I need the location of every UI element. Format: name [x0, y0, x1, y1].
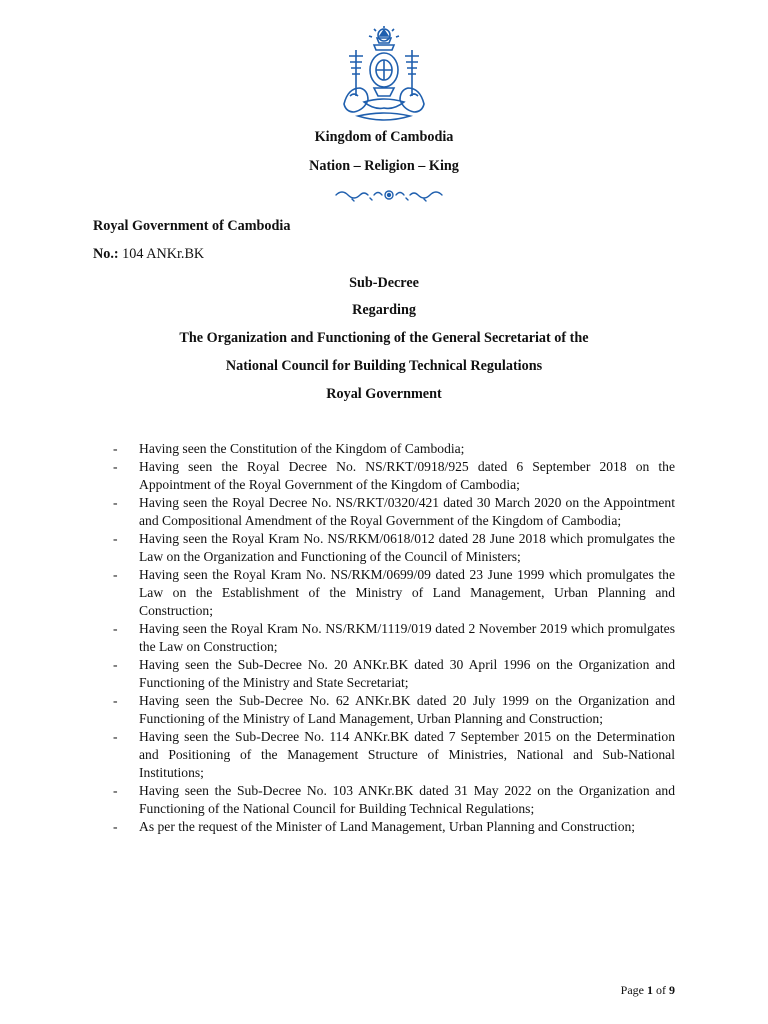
clause-dash: - — [113, 729, 118, 744]
current-page: 1 — [647, 983, 653, 997]
clause-item — [113, 530, 675, 566]
subject-line-2: National Council for Building Technical Regulations — [225, 358, 543, 374]
of-word: of — [656, 983, 666, 997]
clause-dash: - — [113, 693, 118, 708]
clause-text: Having seen the Royal Decree No. NS/RKT/0320/421 dated 30 March 2020 on the Appointment and Compositional Amendment of the Royal Government of the Kingdom of Cambodia; — [139, 495, 675, 528]
page-number — [621, 983, 675, 998]
clause-item — [113, 692, 675, 728]
clause-text: Having seen the Constitution of the Kingdom of Cambodia; — [139, 441, 465, 456]
clause-dash: - — [113, 531, 118, 546]
national-motto: Nation – Religion – King — [309, 158, 459, 174]
clause-dash: - — [113, 657, 118, 672]
clause-text: Having seen the Royal Kram No. NS/RKM/1119/019 dated 2 November 2019 which promulgates the Law on Construction; — [139, 621, 675, 654]
subject-line-1: The Organization and Functioning of the General Secretariat of the — [179, 330, 589, 346]
clause-dash: - — [113, 459, 118, 474]
regarding-heading: Regarding — [352, 302, 416, 318]
decree-number-label: No.: — [93, 246, 119, 262]
clause-dash: - — [113, 441, 118, 456]
clause-dash: - — [113, 495, 118, 510]
clause-item — [113, 656, 675, 692]
clause-dash: - — [113, 567, 118, 582]
clause-dash: - — [113, 783, 118, 798]
clause-text: Having seen the Royal Kram No. NS/RKM/0618/012 dated 28 June 2018 which promulgates the Law on the Organization and Functioning of the Council of Ministers; — [139, 531, 675, 564]
document-type: Sub-Decree — [349, 275, 419, 291]
total-pages: 9 — [669, 983, 675, 997]
clause-item — [113, 620, 675, 656]
clause-text: Having seen the Sub-Decree No. 20 ANKr.BK dated 30 April 1996 on the Organization and Functioning of the Ministry and State Secretariat; — [139, 657, 675, 690]
clause-text: Having seen the Sub-Decree No. 62 ANKr.BK dated 20 July 1999 on the Organization and Functioning of the Ministry of Land Management, Urban Planning and Construction; — [139, 693, 675, 726]
clause-item — [113, 566, 675, 620]
royal-emblem-icon — [334, 26, 434, 126]
clause-text: Having seen the Royal Kram No. NS/RKM/0699/09 dated 23 June 1999 which promulgates the Law on the Establishment of the Ministry of Land Management, Urban Planning and Construction; — [139, 567, 675, 618]
kingdom-heading: Kingdom of Cambodia — [314, 129, 454, 145]
ornament-divider-icon — [334, 186, 444, 204]
clause-dash: - — [113, 621, 118, 636]
clause-text: Having seen the Sub-Decree No. 114 ANKr.BK dated 7 September 2015 on the Determination and Positioning of the Management Structure of Ministries, National and Sub-National Institutions; — [139, 729, 675, 780]
clause-item — [113, 782, 675, 818]
clause-item — [113, 494, 675, 530]
clause-item — [113, 818, 675, 836]
issuing-government: Royal Government of Cambodia — [93, 218, 291, 234]
preamble-clause-list — [113, 440, 675, 836]
clause-item — [113, 440, 675, 458]
clause-text: As per the request of the Minister of Land Management, Urban Planning and Construction; — [139, 819, 636, 834]
page-word: Page — [620, 983, 644, 997]
decree-number — [93, 246, 204, 263]
authority-heading: Royal Government — [326, 386, 442, 402]
decree-number-value: 104 ANKr.BK — [122, 246, 205, 262]
clause-dash: - — [113, 819, 118, 834]
clause-item — [113, 458, 675, 494]
clause-text: Having seen the Royal Decree No. NS/RKT/0918/925 dated 6 September 2018 on the Appointment of the Royal Government of the Kingdom of Cambodia; — [139, 459, 675, 492]
clause-item — [113, 728, 675, 782]
clause-text: Having seen the Sub-Decree No. 103 ANKr.BK dated 31 May 2022 on the Organization and Functioning of the National Council for Building Technical Regulations; — [139, 783, 675, 816]
